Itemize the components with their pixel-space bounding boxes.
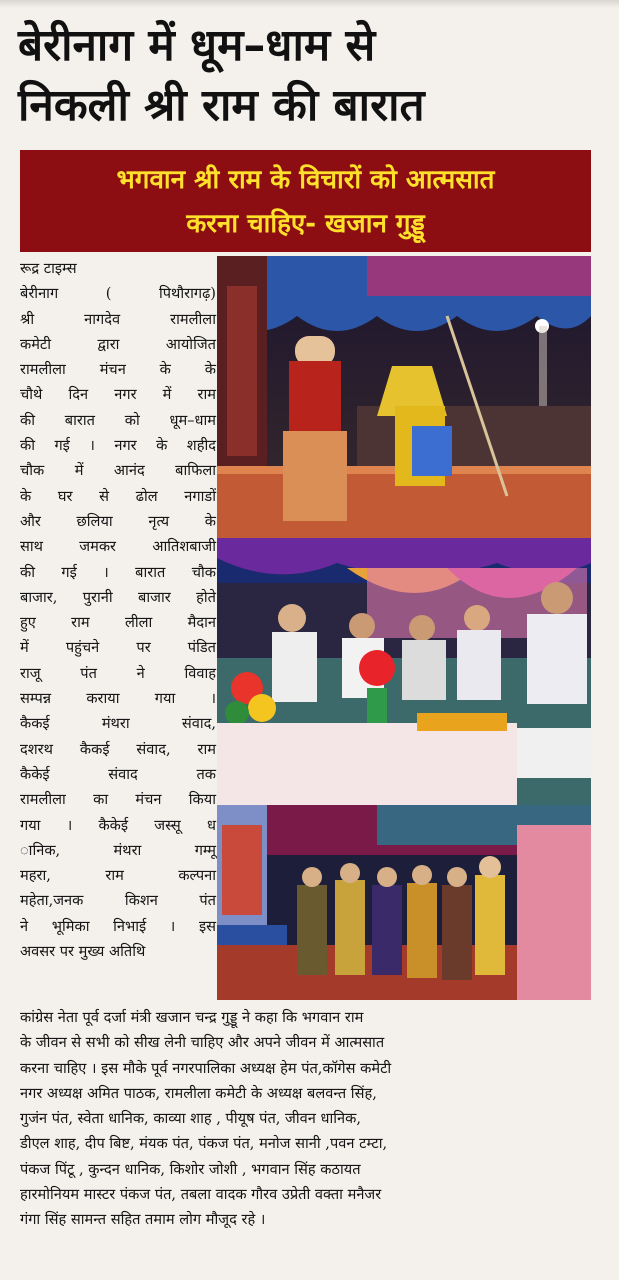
column-line: रामलीला का मंचन किया: [20, 791, 216, 809]
column-line: और छलिया नृत्य के: [20, 512, 216, 530]
article-line: गंगा सिंह सामन्त सहित तमाम लोग मौजूद रहे ।: [20, 1211, 266, 1229]
column-line: महरा, राम कल्पना: [20, 867, 216, 885]
article-line: कांग्रेस नेता पूर्व दर्जा मंत्री खजान चन्द्र गुड्डू ने कहा कि भगवान राम: [20, 1009, 364, 1026]
subheadline-line-2: करना चाहिए- खजान गुड्डू: [186, 209, 425, 239]
clipped-top-edge: [0, 0, 619, 8]
column-line: कैकई मंथरा संवाद,: [20, 715, 216, 733]
column-line: ानिक, मंथरा गम्मू: [20, 841, 216, 859]
column-line: राजू पंत ने विवाह: [20, 664, 216, 682]
column-line: महेता,जनक किशन पंत: [20, 892, 216, 910]
column-line: कमेटी द्वारा आयोजित: [20, 335, 216, 353]
headline-line-2: निकली श्री राम की बारात: [18, 80, 425, 131]
stage-performance-photo: [217, 256, 591, 538]
column-line: की गई । नगर के शहीद: [20, 437, 216, 455]
column-line: हुए राम लीला मैदान: [20, 614, 216, 632]
column-line: श्री नागदेव रामलीला: [20, 310, 216, 328]
column-line: दशरथ कैकई संवाद, राम: [20, 740, 216, 758]
article-line: के जीवन से सभी को सीख लेनी चाहिए और अपने जीवन में आत्मसात: [20, 1034, 385, 1052]
column-line: सम्पन्न कराया गया ।: [20, 690, 216, 708]
column-line: रामलीला मंचन के के: [20, 361, 216, 379]
article-line: करना चाहिए । इस मौके पूर्व नगरपालिका अध्यक्ष हेम पंत,कॉगेस कमेटी: [20, 1059, 392, 1077]
column-line: चौथे दिन नगर में राम: [20, 386, 216, 404]
column-line: कैकेई संवाद तक: [20, 765, 216, 783]
column-line: बाजार, पुरानी बाजार होते: [20, 588, 216, 606]
article-line: गुजंन पंत, स्वेता धानिक, काव्या शाह , पीयूष पंत, जीवन धानिक,: [20, 1110, 361, 1128]
column-line: की गई । बारात चौक: [20, 563, 216, 581]
subheadline-banner: [20, 150, 591, 252]
headline-line-1: बेरीनाग में धूम–धाम से: [18, 20, 376, 71]
article-line: डीएल शाह, दीप बिष्ट, मंयक पंत, पंकज पंत, मनोज सानी ,पवन टम्टा,: [20, 1135, 388, 1153]
source-credit: रूद्र टाइम्स: [20, 260, 77, 277]
column-line: की बारात को धूम–धाम: [20, 411, 216, 429]
column-line: साथ जमकर आतिशबाजी: [20, 538, 216, 556]
headline: [18, 16, 603, 136]
column-line: ने भूमिका निभाई । इस: [20, 917, 216, 935]
ramlila-actors-photo: [217, 805, 591, 1000]
article-line: पंकज पिंटू , कुन्दन धानिक, किशोर जोशी , भगवान सिंह कठायत: [20, 1160, 361, 1178]
article-line: नगर अध्यक्ष अमित पाठक, रामलीला कमेटी के अध्यक्ष बलवन्त सिंह,: [20, 1084, 377, 1102]
column-line: के घर से ढोल नगाडों: [20, 487, 216, 505]
column-line: बेरीनाग ( पिथौरागढ़): [20, 285, 216, 303]
column-line: चौक में आनंद बाफिला: [20, 462, 216, 480]
article-continued: [20, 1005, 592, 1233]
article-column: [20, 256, 216, 964]
column-line: में पहुंचने पर पंडित: [20, 639, 216, 657]
column-line: गया । कैकेई जस्सू ध: [20, 816, 216, 834]
column-line: अवसर पर मुख्य अतिथि: [20, 943, 146, 961]
guests-on-stage-photo: [217, 538, 591, 805]
article-line: हारमोनियम मास्टर पंकज पंत, तबला वादक गौरव उप्रेती वक्ता मनैजर: [20, 1186, 382, 1204]
subheadline-line-1: भगवान श्री राम के विचारों को आत्मसात: [116, 165, 495, 195]
